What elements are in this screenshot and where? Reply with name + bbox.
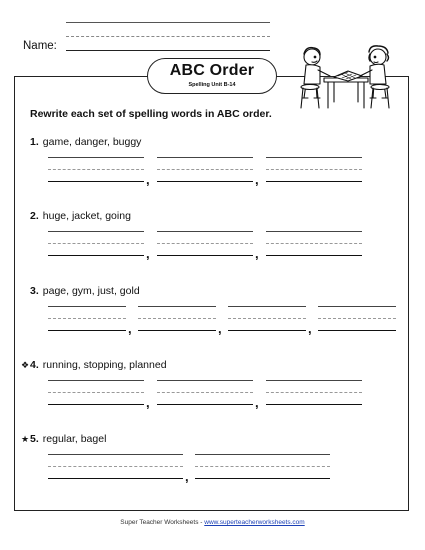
problem-words: game, danger, buggy <box>42 136 142 148</box>
answer-line-1[interactable] <box>48 306 126 332</box>
problem-heading <box>20 285 140 297</box>
problem-heading <box>20 433 106 445</box>
problem-words: huge, jacket, going <box>42 210 131 222</box>
answer-line-2[interactable] <box>157 231 253 257</box>
problem-words: regular, bagel <box>42 433 107 445</box>
comma: , <box>185 469 189 484</box>
problem-number: 4. <box>30 359 39 371</box>
kids-playing-board-game-illustration <box>290 40 400 110</box>
star-marker-icon: ★ <box>20 434 30 444</box>
worksheet-title: ABC Order <box>169 62 255 79</box>
diamond-marker-icon: ❖ <box>20 360 30 370</box>
answer-line-2[interactable] <box>157 380 253 406</box>
answer-line-3[interactable] <box>228 306 306 332</box>
comma: , <box>128 321 132 336</box>
problem-number: 2. <box>30 210 39 222</box>
answer-line-1[interactable] <box>48 231 144 257</box>
name-write-line[interactable] <box>66 50 270 51</box>
comma: , <box>255 172 259 187</box>
problem-number: 3. <box>30 285 39 297</box>
answer-line-3[interactable] <box>266 380 362 406</box>
problem-3 <box>20 285 400 353</box>
answer-line-2[interactable] <box>138 306 216 332</box>
comma: , <box>218 321 222 336</box>
problem-heading <box>20 136 141 148</box>
problem-number: 1. <box>30 136 39 148</box>
comma: , <box>308 321 312 336</box>
problem-number: 5. <box>30 433 39 445</box>
problem-heading <box>20 210 131 222</box>
name-guide-midline <box>66 36 270 37</box>
problem-1 <box>20 136 400 204</box>
answer-line-3[interactable] <box>266 231 362 257</box>
comma: , <box>146 246 150 261</box>
instructions: Rewrite each set of spelling words in ABC order. <box>30 108 272 120</box>
footer <box>0 519 425 526</box>
answer-line-1[interactable] <box>48 454 183 480</box>
footer-brand: Super Teacher Worksheets <box>120 519 199 526</box>
name-label: Name: <box>23 40 57 52</box>
answer-line-2[interactable] <box>195 454 330 480</box>
answer-line-1[interactable] <box>48 157 144 183</box>
worksheet-subtitle: Spelling Unit B-14 <box>188 82 236 88</box>
answer-line-1[interactable] <box>48 380 144 406</box>
answer-line-2[interactable] <box>157 157 253 183</box>
problem-words: running, stopping, planned <box>42 359 167 371</box>
answer-line-3[interactable] <box>266 157 362 183</box>
footer-separator: - <box>200 519 203 526</box>
comma: , <box>146 395 150 410</box>
problem-words: page, gym, just, gold <box>42 285 140 297</box>
answer-line-4[interactable] <box>318 306 396 332</box>
comma: , <box>255 246 259 261</box>
name-guide-top <box>66 22 270 23</box>
comma: , <box>146 172 150 187</box>
title-banner <box>147 58 277 94</box>
problem-4 <box>20 359 400 427</box>
problem-5 <box>20 433 400 501</box>
comma: , <box>255 395 259 410</box>
problem-heading <box>20 359 167 371</box>
problem-2 <box>20 210 400 278</box>
footer-link[interactable]: www.superteacherworksheets.com <box>204 519 305 526</box>
